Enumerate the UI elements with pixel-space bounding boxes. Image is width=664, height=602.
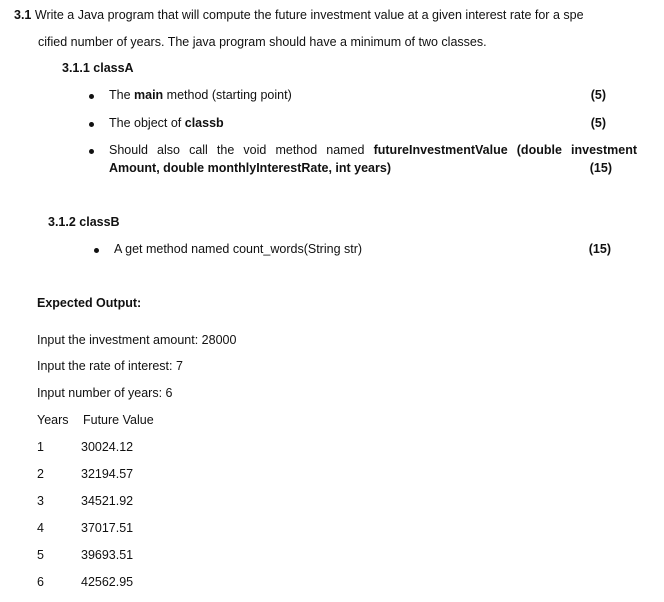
output-table-value: 34521.92 xyxy=(81,494,134,508)
output-table-value: 42562.95 xyxy=(81,575,134,589)
output-table-year: 4 xyxy=(37,521,44,535)
classA-item-call-method-line2: Amount, double monthlyInterestRate, int years) xyxy=(109,161,391,175)
classA-item-main-method: The main method (starting point) xyxy=(109,88,292,102)
output-line-rate: Input the rate of interest: 7 xyxy=(37,359,183,373)
question-intro-text: Write a Java program that will compute the future investment value at a given interest rate for a spe xyxy=(34,8,584,22)
output-line-years: Input number of years: 6 xyxy=(37,386,173,400)
classA-item-call-method-line1: Should also call the void method named futureInvestmentValue (double investment xyxy=(109,143,637,157)
classA-item-call-method-marks: (15) xyxy=(589,161,612,175)
question-intro-line1 xyxy=(14,8,584,22)
classB-item-get-method: A get method named count_words(String str) xyxy=(114,242,363,256)
expected-output-heading: Expected Output: xyxy=(37,296,142,310)
bullet-icon xyxy=(94,248,99,253)
output-table-value: 37017.51 xyxy=(81,521,134,535)
classB-heading: 3.1.2 classB xyxy=(48,215,120,229)
question-number: 3.1 xyxy=(14,8,32,22)
output-table-header-value: Future Value xyxy=(83,413,154,427)
classA-item-object: The object of classb xyxy=(109,116,224,130)
output-table-year: 5 xyxy=(37,548,44,562)
output-table-header-years: Years xyxy=(37,413,69,427)
output-table-year: 6 xyxy=(37,575,44,589)
output-table-year: 1 xyxy=(37,440,44,454)
output-table-value: 30024.12 xyxy=(81,440,134,454)
classB-item-get-method-marks: (15) xyxy=(588,242,611,256)
bullet-icon xyxy=(89,94,94,99)
output-table-value: 32194.57 xyxy=(81,467,134,481)
output-table-year: 2 xyxy=(37,467,44,481)
classA-item-object-marks: (5) xyxy=(590,116,606,130)
question-intro-line2: cified number of years. The java program should have a minimum of two classes. xyxy=(38,35,487,49)
classA-item-main-method-marks: (5) xyxy=(590,88,606,102)
output-line-investment: Input the investment amount: 28000 xyxy=(37,333,237,347)
bullet-icon xyxy=(89,149,94,154)
classA-heading: 3.1.1 classA xyxy=(62,61,134,75)
output-table-value: 39693.51 xyxy=(81,548,134,562)
output-table-year: 3 xyxy=(37,494,44,508)
bullet-icon xyxy=(89,122,94,127)
